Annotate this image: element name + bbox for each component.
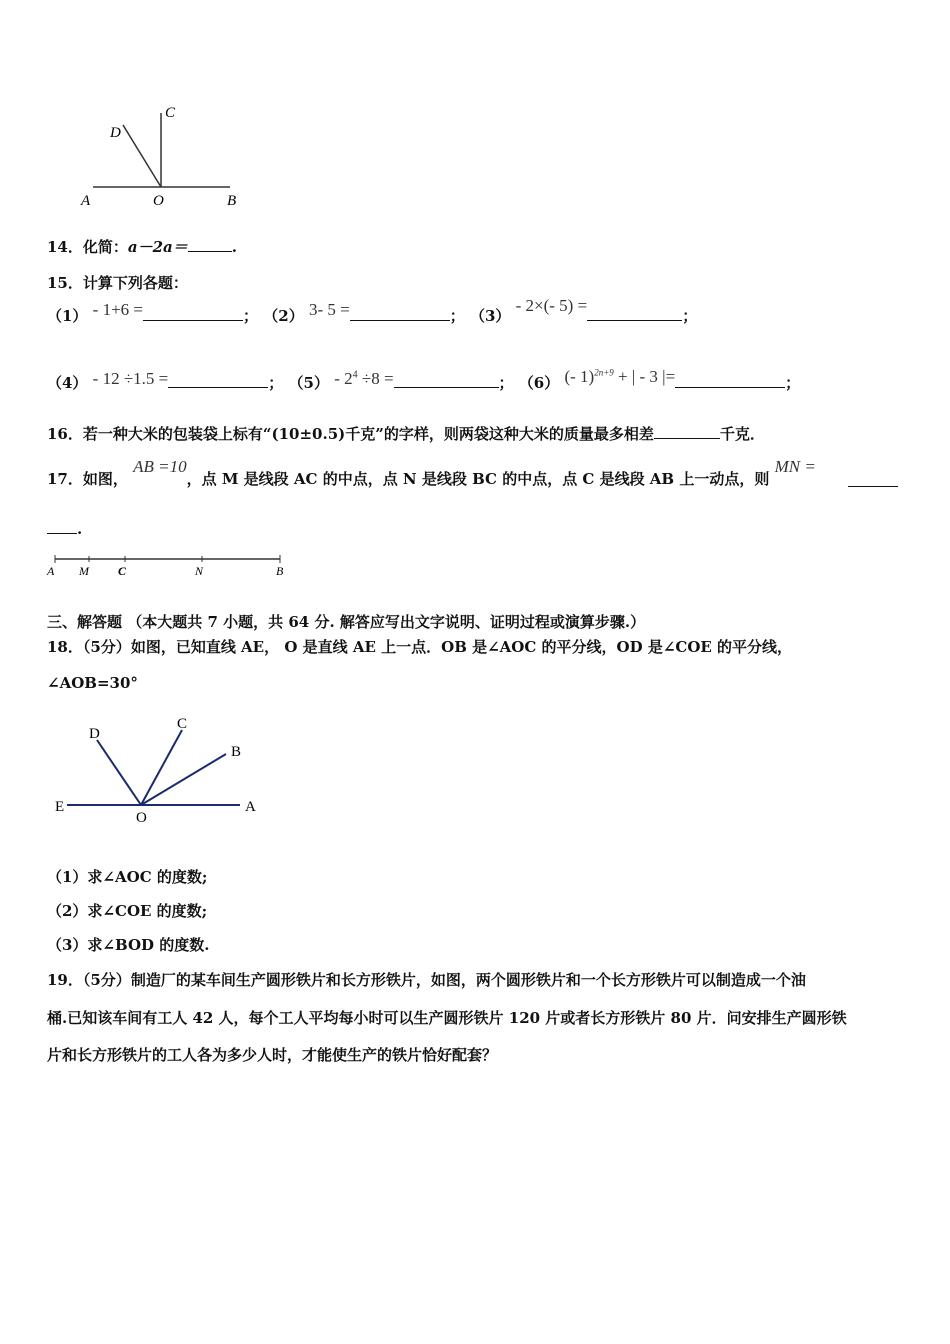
q17-expression-2: MN = bbox=[774, 457, 816, 476]
q17-answer-blank-part2[interactable] bbox=[47, 533, 77, 534]
label-o: O bbox=[153, 193, 164, 209]
q17-continuation bbox=[47, 520, 82, 538]
question-15 bbox=[47, 272, 188, 293]
label-a: A bbox=[47, 564, 55, 578]
segment-figure-q17 bbox=[45, 548, 295, 582]
label-a: A bbox=[245, 799, 256, 815]
q15-item-2-sep: ； bbox=[449, 307, 465, 325]
q16-answer-blank[interactable] bbox=[654, 438, 720, 439]
q15-item-6-blank[interactable] bbox=[675, 387, 785, 388]
label-m: M bbox=[79, 564, 89, 578]
q15-item-5-exponent: 4 bbox=[352, 369, 358, 381]
q18-given: ∠AOB=30° bbox=[47, 674, 138, 692]
q15-row-1 bbox=[47, 296, 698, 326]
q15-item-5-blank[interactable] bbox=[394, 387, 499, 388]
label-c: C bbox=[177, 716, 188, 732]
label-e: E bbox=[55, 799, 65, 815]
q14-text: 化简： bbox=[82, 238, 128, 256]
q15-item-1-blank[interactable] bbox=[143, 320, 243, 321]
ray-od bbox=[97, 740, 141, 805]
question-19 bbox=[47, 969, 806, 990]
q15-item-2-expression: 3- 5 = bbox=[308, 300, 350, 319]
q14-expression: a－2a＝ bbox=[127, 238, 188, 256]
q14-end: . bbox=[231, 238, 238, 256]
q15-item-5-sep: ； bbox=[498, 374, 514, 392]
q15-item-5-label: （5） bbox=[288, 374, 329, 392]
q15-item-3-label: （3） bbox=[469, 307, 511, 325]
q15-item-1-expression: - 1+6 = bbox=[92, 300, 144, 319]
q19-score: （5分） bbox=[82, 971, 131, 989]
question-17 bbox=[47, 457, 816, 489]
q17-answer-blank-part1[interactable] bbox=[848, 470, 898, 487]
label-c: C bbox=[118, 564, 127, 578]
q15-item-6-base: (- 1) bbox=[564, 367, 595, 386]
angle-figure-q18 bbox=[50, 712, 270, 827]
q15-item-6-label: （6） bbox=[518, 374, 560, 392]
q14-answer-blank[interactable] bbox=[188, 251, 232, 252]
label-d: D bbox=[110, 125, 121, 141]
q15-item-2-label: （2） bbox=[263, 307, 304, 325]
q16-number: 16． bbox=[47, 425, 83, 443]
q16-end: 千克． bbox=[719, 425, 765, 443]
q19-line-1: 制造厂的某车间生产圆形铁片和长方形铁片，如图，两个圆形铁片和一个长方形铁片可以制造成一个油 bbox=[130, 971, 806, 989]
q18-part-3: （3）求∠BOD 的度数. bbox=[47, 936, 210, 954]
section-3-note: （本大题共 7 小题，共 64 分. 解答应写出文字说明、证明过程或演算步骤.） bbox=[127, 613, 646, 631]
angle-figure-q13 bbox=[75, 95, 255, 215]
q15-item-3-sep: ； bbox=[682, 307, 698, 325]
q15-item-2-blank[interactable] bbox=[350, 320, 450, 321]
question-14 bbox=[47, 236, 237, 257]
q15-item-4-expression: - 12 ÷1.5 = bbox=[92, 369, 169, 388]
question-16 bbox=[47, 423, 765, 444]
q19-number: 19． bbox=[47, 971, 83, 989]
q15-number: 15． bbox=[47, 274, 83, 292]
label-b: B bbox=[227, 193, 237, 209]
q17-text-1: 如图， bbox=[82, 470, 128, 488]
label-b: B bbox=[276, 564, 284, 578]
q15-item-5-rest: ÷8 = bbox=[357, 369, 394, 388]
q18-part-1: （1）求∠AOC 的度数; bbox=[47, 868, 208, 886]
q19-line-2: 桶.已知该车间有工人 42 人，每个工人平均每小时可以生产圆形铁片 120 片或者长方形铁片 80 片．问安排生产圆形铁 bbox=[47, 1009, 847, 1027]
label-b: B bbox=[231, 744, 242, 760]
q15-title: 计算下列各题： bbox=[82, 274, 188, 292]
section-3-title: 三、解答题 bbox=[47, 613, 123, 631]
q17-expression: AB =10 bbox=[133, 457, 187, 476]
q16-text: 若一种大米的包装袋上标有“(10±0.5)千克”的字样，则两袋这种大米的质量最多相差 bbox=[82, 425, 654, 443]
q18-score: （5分） bbox=[82, 638, 131, 656]
q15-item-1-label: （1） bbox=[47, 307, 88, 325]
q15-item-4-label: （4） bbox=[47, 374, 88, 392]
label-n: N bbox=[195, 564, 204, 578]
q19-line-3: 片和长方形铁片的工人各为多少人时，才能使生产的铁片恰好配套？ bbox=[47, 1046, 498, 1064]
ray-od bbox=[123, 125, 161, 187]
q15-item-5-base: - 2 bbox=[334, 369, 353, 388]
q18-part-2: （2）求∠COE 的度数; bbox=[47, 902, 208, 920]
label-d: D bbox=[89, 726, 100, 742]
label-a: A bbox=[81, 193, 91, 209]
q15-item-6-rest: + | - 3 |= bbox=[613, 367, 676, 386]
section-3-heading bbox=[47, 611, 645, 632]
q15-row-2 bbox=[47, 367, 801, 393]
q17-number: 17． bbox=[47, 470, 83, 488]
q14-number: 14． bbox=[47, 238, 83, 256]
label-o: O bbox=[136, 810, 147, 826]
q18-number: 18． bbox=[47, 638, 83, 656]
q17-end: . bbox=[77, 520, 83, 538]
question-18 bbox=[47, 636, 792, 657]
q15-item-6-expression bbox=[564, 367, 675, 386]
q15-item-1-sep: ； bbox=[243, 307, 259, 325]
q15-item-3-blank[interactable] bbox=[587, 320, 682, 321]
q18-text: 如图，已知直线 AE， O 是直线 AE 上一点．OB 是∠AOC 的平分线，OD 是∠COE 的平分线， bbox=[130, 638, 793, 656]
q15-item-5-expression bbox=[334, 369, 393, 388]
q17-text-2: ，点 M 是线段 AC 的中点，点 N 是线段 BC 的中点，点 C 是线段 AB 上一动点，则 bbox=[186, 470, 770, 488]
q15-item-4-sep: ； bbox=[268, 374, 284, 392]
q15-item-3-expression: - 2×(- 5) = bbox=[515, 296, 588, 315]
q15-item-4-blank[interactable] bbox=[168, 387, 268, 388]
q15-item-6-exponent: 2n+9 bbox=[594, 367, 614, 378]
label-c: C bbox=[165, 105, 176, 121]
q15-item-6-sep: ； bbox=[785, 374, 801, 392]
ray-ob bbox=[141, 754, 226, 805]
